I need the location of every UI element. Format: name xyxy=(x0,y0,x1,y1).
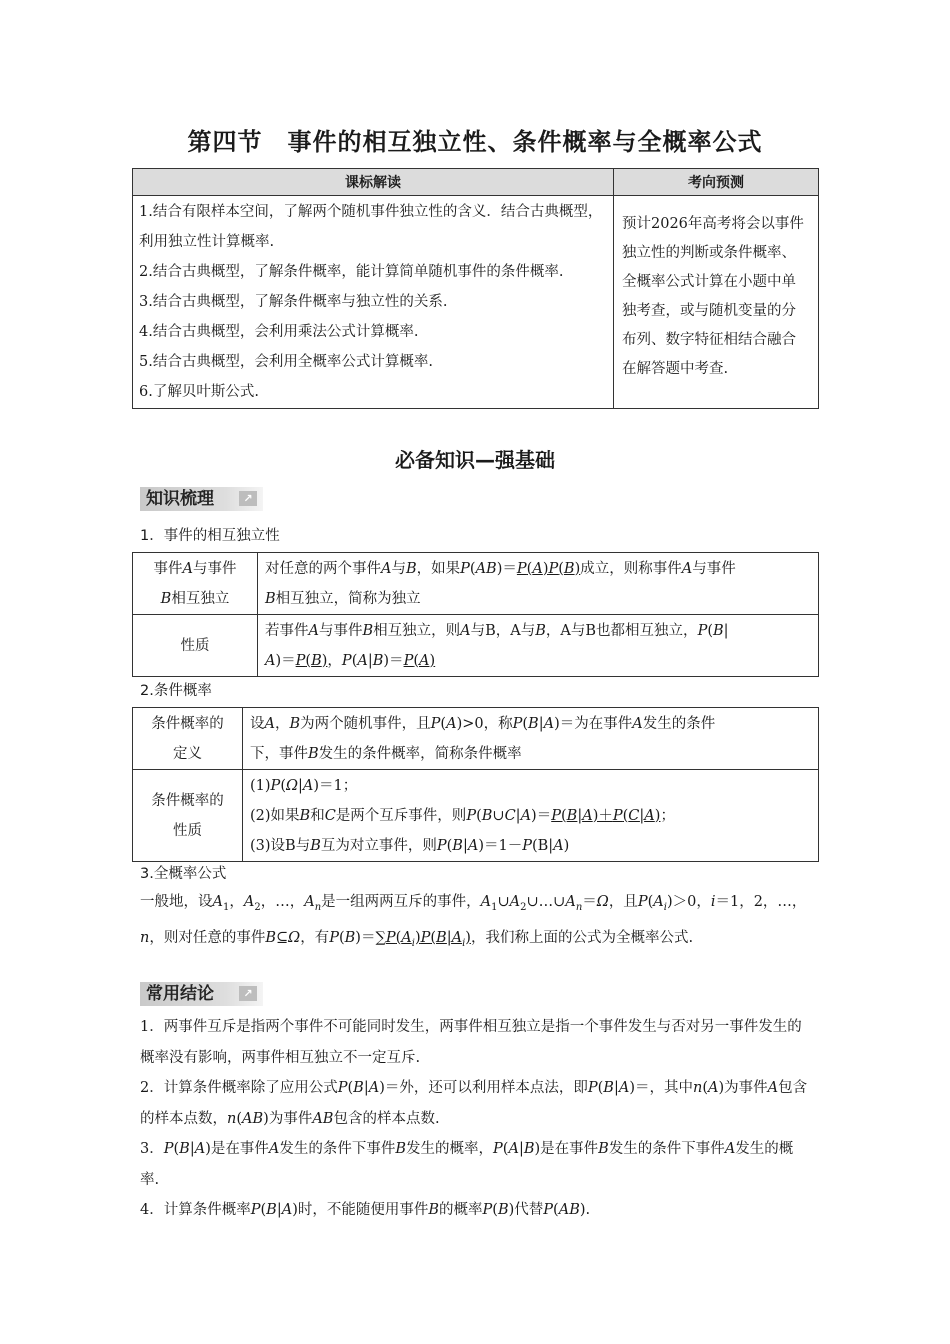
prediction-text: 预计2026年高考将会以事件独立性的判断或条件概率、全概率公式计算在小题中单独考查，或与随机变量的分布列、数字特征相结合融合在解答题中考查. xyxy=(614,196,819,409)
heading-conditional: 2.条件概率 xyxy=(140,683,212,699)
arrow-icon: ↗ xyxy=(239,986,257,1001)
heading-total-probability: 3.全概率公式 xyxy=(140,866,227,882)
standards-item: 1.结合有限样本空间，了解两个随机事件独立性的含义．结合古典概型，利用独立性计算概率. xyxy=(139,204,603,250)
independence-table xyxy=(132,552,819,677)
standards-item: 5.结合古典概型，会利用全概率公式计算概率. xyxy=(139,354,433,370)
arrow-icon: ↗ xyxy=(239,491,257,506)
independence-def: 对任意的两个事件A与B，如果P(AB)＝P(A)P(B)成立，则称事件A与事件 B相互独立，简称为独立 xyxy=(258,553,819,615)
conditional-key-prop: 条件概率的 性质 xyxy=(133,770,243,862)
tag-knowledge xyxy=(140,487,263,511)
conclusion-1: 1．两事件互斥是指两个事件不可能同时发生，两事件相互独立是指一个事件发生与否对另一事件发生的概率没有影响，两事件相互独立不一定互斥. xyxy=(140,1019,802,1066)
col-header-prediction: 考向预测 xyxy=(614,169,819,196)
standards-table xyxy=(132,168,819,409)
total-probability-text: 一般地，设$A_1$，$A_2$，…，$A_n$是一组两两互斥的事件，$A_1\cup A_2\cup\dots\cup A_n=\Omega$，且$P(A_i)>0$，i＝1，2，…，n，则对任意的事件B⊆Ω，有$P(B)=\sum P(A_i)P(B|A_i)$，我们称上面的公式为全概率公式. xyxy=(140,894,807,949)
conditional-prop: (1)P(Ω|A)＝1； (2)如果B和C是两个互斥事件，则P(B∪C|A)＝P(B|A)＋P(C|A)； (3)设B与B互为对立事件，则P(B|A)＝1－P(B|A) xyxy=(243,770,819,862)
standards-item: 2.结合古典概型，了解条件概率，能计算简单随机事件的条件概率. xyxy=(139,264,564,280)
conditional-key-def: 条件概率的 定义 xyxy=(133,708,243,770)
standards-item: 6.了解贝叶斯公式. xyxy=(139,384,259,400)
section-title: 必备知识—强基础 xyxy=(395,448,555,472)
tag-label: 知识梳理 xyxy=(146,489,214,509)
page-title: 第四节 事件的相互独立性、条件概率与全概率公式 xyxy=(187,128,763,156)
standards-list xyxy=(133,196,614,409)
conclusion-4: 4．计算条件概率P(B|A)时，不能随便用事件B的概率P(B)代替P(AB). xyxy=(140,1202,591,1218)
heading-independence: 1．事件的相互独立性 xyxy=(140,528,280,544)
conditional-def: 设A，B为两个随机事件，且P(A)>0，称P(B|A)＝为在事件A发生的条件 下，事件B发生的条件概率，简称条件概率 xyxy=(243,708,819,770)
tag-conclusions xyxy=(140,982,263,1006)
independence-key-def: 事件A与事件 B相互独立 xyxy=(133,553,258,615)
conclusion-3: 3．P(B|A)是在事件A发生的条件下事件B发生的概率，P(A|B)是在事件B发生的条件下事件A发生的概率. xyxy=(140,1141,794,1188)
tag-label: 常用结论 xyxy=(146,984,214,1004)
conclusion-2: 2．计算条件概率除了应用公式P(B|A)＝外，还可以利用样本点法，即P(B|A)＝，其中n(A)为事件A包含的样本点数，n(AB)为事件AB包含的样本点数. xyxy=(140,1080,808,1127)
standards-item: 3.结合古典概型，了解条件概率与独立性的关系. xyxy=(139,294,448,310)
independence-key-prop: 性质 xyxy=(133,615,258,677)
col-header-standards: 课标解读 xyxy=(133,169,614,196)
standards-item: 4.结合古典概型，会利用乘法公式计算概率. xyxy=(139,324,419,340)
independence-prop: 若事件A与事件B相互独立，则A与B，A与B，A与B也都相互独立，P(B| A)＝P(B)，P(A|B)＝P(A) xyxy=(258,615,819,677)
conditional-table xyxy=(132,707,819,862)
